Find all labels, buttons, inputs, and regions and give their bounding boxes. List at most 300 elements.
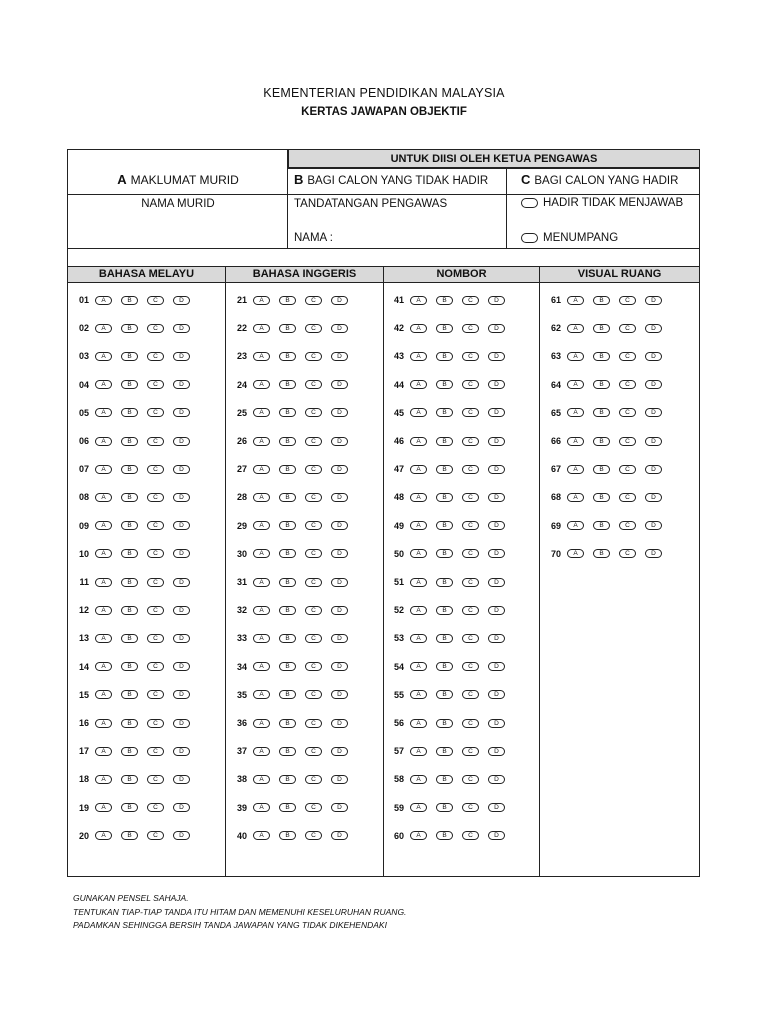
answer-bubble-a[interactable]: A xyxy=(410,634,427,643)
answer-bubble-a[interactable]: A xyxy=(253,549,270,558)
answer-row xyxy=(75,744,199,758)
answer-bubble-c[interactable]: C xyxy=(619,296,636,305)
answer-bubble-c[interactable]: C xyxy=(305,521,322,530)
answer-bubble-c[interactable]: C xyxy=(305,324,322,333)
answer-bubble-d[interactable]: D xyxy=(173,690,190,699)
answer-bubble-d[interactable]: D xyxy=(645,521,662,530)
answer-bubble-a[interactable]: A xyxy=(567,380,584,389)
answer-bubble-a[interactable]: A xyxy=(95,803,112,812)
answer-bubble-b[interactable]: B xyxy=(279,831,296,840)
answer-bubble-d[interactable]: D xyxy=(645,465,662,474)
answer-bubble-a[interactable]: A xyxy=(253,324,270,333)
answer-bubble-b[interactable]: B xyxy=(436,831,453,840)
answer-bubble-d[interactable]: D xyxy=(331,296,348,305)
answer-bubble-a[interactable]: A xyxy=(253,719,270,728)
answer-bubble-c[interactable]: C xyxy=(462,549,479,558)
answer-bubble-c[interactable]: C xyxy=(305,549,322,558)
answer-bubble-a[interactable]: A xyxy=(253,465,270,474)
answer-bubble-b[interactable]: B xyxy=(593,493,610,502)
answer-bubble-c[interactable]: C xyxy=(462,719,479,728)
answer-bubble-c[interactable]: C xyxy=(147,437,164,446)
answer-bubble-c[interactable]: C xyxy=(305,606,322,615)
answer-bubble-b[interactable]: B xyxy=(436,719,453,728)
answer-bubble-c[interactable]: C xyxy=(462,747,479,756)
answer-bubble-a[interactable]: A xyxy=(567,296,584,305)
answer-bubble-b[interactable]: B xyxy=(279,521,296,530)
answer-bubble-c[interactable]: C xyxy=(619,465,636,474)
answer-bubble-d[interactable]: D xyxy=(331,719,348,728)
answer-bubble-d[interactable]: D xyxy=(173,493,190,502)
answer-bubble-c[interactable]: C xyxy=(147,465,164,474)
column-divider xyxy=(225,283,226,877)
answer-bubble-c[interactable]: C xyxy=(147,831,164,840)
answer-bubble-d[interactable]: D xyxy=(488,437,505,446)
answer-bubble-b[interactable]: B xyxy=(593,549,610,558)
answer-bubble-a[interactable]: A xyxy=(95,352,112,361)
answer-bubble-c[interactable]: C xyxy=(305,465,322,474)
answer-bubble-b[interactable]: B xyxy=(436,521,453,530)
answer-bubble-c[interactable]: C xyxy=(462,606,479,615)
answer-bubble-a[interactable]: A xyxy=(253,493,270,502)
answer-bubble-a[interactable]: A xyxy=(410,324,427,333)
answer-bubble-a[interactable]: A xyxy=(95,465,112,474)
answer-bubble-b[interactable]: B xyxy=(121,775,138,784)
answer-bubble-a[interactable]: A xyxy=(95,549,112,558)
answer-bubble-b[interactable]: B xyxy=(121,437,138,446)
option-guest[interactable] xyxy=(521,232,618,244)
answer-bubble-a[interactable]: A xyxy=(410,437,427,446)
answer-bubble-a[interactable]: A xyxy=(410,521,427,530)
answer-bubble-a[interactable]: A xyxy=(253,437,270,446)
answer-bubble-d[interactable]: D xyxy=(331,634,348,643)
answer-bubble-c[interactable]: C xyxy=(147,380,164,389)
answer-bubble-a[interactable]: A xyxy=(410,747,427,756)
option-bubble-icon[interactable] xyxy=(521,198,538,208)
answer-bubble-d[interactable]: D xyxy=(488,831,505,840)
answer-bubble-d[interactable]: D xyxy=(488,606,505,615)
answer-bubble-c[interactable]: C xyxy=(619,493,636,502)
answer-bubble-c[interactable]: C xyxy=(147,747,164,756)
answer-row xyxy=(233,772,357,786)
answer-bubble-b[interactable]: B xyxy=(593,408,610,417)
answer-bubble-a[interactable]: A xyxy=(95,831,112,840)
answer-bubble-a[interactable]: A xyxy=(567,352,584,361)
answer-bubble-b[interactable]: B xyxy=(121,606,138,615)
answer-bubble-a[interactable]: A xyxy=(95,521,112,530)
answer-bubble-a[interactable]: A xyxy=(410,775,427,784)
answer-bubble-b[interactable]: B xyxy=(121,465,138,474)
answer-bubble-d[interactable]: D xyxy=(331,549,348,558)
answer-bubble-d[interactable]: D xyxy=(173,634,190,643)
answer-bubble-b[interactable]: B xyxy=(436,606,453,615)
answer-bubble-b[interactable]: B xyxy=(279,493,296,502)
answer-bubble-c[interactable]: C xyxy=(147,803,164,812)
answer-bubble-d[interactable]: D xyxy=(173,437,190,446)
answer-bubble-b[interactable]: B xyxy=(436,690,453,699)
answer-bubble-c[interactable]: C xyxy=(462,831,479,840)
answer-bubble-a[interactable]: A xyxy=(95,690,112,699)
answer-bubble-d[interactable]: D xyxy=(173,296,190,305)
answer-bubble-c[interactable]: C xyxy=(619,408,636,417)
answer-bubble-b[interactable]: B xyxy=(436,352,453,361)
answer-bubble-c[interactable]: C xyxy=(462,493,479,502)
answer-bubble-d[interactable]: D xyxy=(488,521,505,530)
answer-bubble-d[interactable]: D xyxy=(488,662,505,671)
answer-bubble-b[interactable]: B xyxy=(279,296,296,305)
answer-bubble-a[interactable]: A xyxy=(410,352,427,361)
answer-bubble-c[interactable]: C xyxy=(147,324,164,333)
answer-bubble-a[interactable]: A xyxy=(410,719,427,728)
answer-bubble-b[interactable]: B xyxy=(436,662,453,671)
answer-bubble-c[interactable]: C xyxy=(619,352,636,361)
answer-bubble-c[interactable]: C xyxy=(619,437,636,446)
answer-bubble-c[interactable]: C xyxy=(147,578,164,587)
answer-bubble-d[interactable]: D xyxy=(331,380,348,389)
question-number: 64 xyxy=(550,379,561,390)
answer-bubble-c[interactable]: C xyxy=(305,408,322,417)
answer-bubble-c[interactable]: C xyxy=(147,690,164,699)
answer-bubble-c[interactable]: C xyxy=(462,352,479,361)
answer-bubble-b[interactable]: B xyxy=(279,747,296,756)
answer-bubble-c[interactable]: C xyxy=(462,662,479,671)
answer-bubble-c[interactable]: C xyxy=(305,831,322,840)
answer-bubble-c[interactable]: C xyxy=(147,775,164,784)
answer-bubble-d[interactable]: D xyxy=(173,803,190,812)
answer-bubble-a[interactable]: A xyxy=(410,606,427,615)
answer-bubble-b[interactable]: B xyxy=(279,408,296,417)
answer-bubble-b[interactable]: B xyxy=(593,324,610,333)
answer-bubble-d[interactable]: D xyxy=(331,437,348,446)
answer-bubble-d[interactable]: D xyxy=(173,521,190,530)
answer-bubble-c[interactable]: C xyxy=(305,493,322,502)
answer-bubble-b[interactable]: B xyxy=(279,606,296,615)
answer-bubble-d[interactable]: D xyxy=(173,408,190,417)
answer-bubble-b[interactable]: B xyxy=(436,747,453,756)
answer-bubble-d[interactable]: D xyxy=(488,775,505,784)
answer-row xyxy=(75,349,199,363)
answer-bubble-d[interactable]: D xyxy=(331,690,348,699)
answer-bubble-a[interactable]: A xyxy=(253,662,270,671)
answer-bubble-a[interactable]: A xyxy=(410,493,427,502)
answer-bubble-c[interactable]: C xyxy=(147,606,164,615)
answer-bubble-c[interactable]: C xyxy=(462,521,479,530)
answer-bubble-c[interactable]: C xyxy=(462,578,479,587)
answer-bubble-a[interactable]: A xyxy=(410,380,427,389)
answer-bubble-c[interactable]: C xyxy=(462,775,479,784)
answer-bubble-c[interactable]: C xyxy=(305,690,322,699)
answer-bubble-b[interactable]: B xyxy=(121,831,138,840)
answer-bubble-a[interactable]: A xyxy=(567,549,584,558)
answer-bubble-b[interactable]: B xyxy=(436,437,453,446)
answer-bubble-b[interactable]: B xyxy=(279,634,296,643)
answer-bubble-c[interactable]: C xyxy=(619,521,636,530)
answer-bubble-a[interactable]: A xyxy=(253,296,270,305)
answer-bubble-a[interactable]: A xyxy=(95,606,112,615)
answer-bubble-d[interactable]: D xyxy=(488,352,505,361)
answer-bubble-a[interactable]: A xyxy=(567,324,584,333)
answer-row xyxy=(75,688,199,702)
answer-row xyxy=(233,462,357,476)
answer-bubble-a[interactable]: A xyxy=(95,437,112,446)
answer-bubble-a[interactable]: A xyxy=(253,578,270,587)
answer-bubble-a[interactable]: A xyxy=(253,803,270,812)
answer-bubble-a[interactable]: A xyxy=(410,578,427,587)
answer-bubble-d[interactable]: D xyxy=(173,380,190,389)
answer-bubble-b[interactable]: B xyxy=(436,465,453,474)
answer-bubble-c[interactable]: C xyxy=(147,521,164,530)
answer-bubble-c[interactable]: C xyxy=(619,380,636,389)
answer-bubble-b[interactable]: B xyxy=(436,775,453,784)
answer-bubble-d[interactable]: D xyxy=(645,352,662,361)
answer-bubble-a[interactable]: A xyxy=(410,465,427,474)
answer-bubble-c[interactable]: C xyxy=(462,634,479,643)
answer-bubble-a[interactable]: A xyxy=(567,521,584,530)
answer-bubble-a[interactable]: A xyxy=(253,747,270,756)
answer-bubble-c[interactable]: C xyxy=(305,775,322,784)
answer-bubble-d[interactable]: D xyxy=(645,380,662,389)
answer-bubble-d[interactable]: D xyxy=(173,719,190,728)
option-label: HADIR TIDAK MENJAWAB xyxy=(543,197,684,209)
question-number: 19 xyxy=(78,802,89,813)
answer-bubble-b[interactable]: B xyxy=(436,803,453,812)
answer-bubble-b[interactable]: B xyxy=(279,578,296,587)
answer-bubble-d[interactable]: D xyxy=(488,719,505,728)
answer-bubble-c[interactable]: C xyxy=(147,634,164,643)
answer-bubble-b[interactable]: B xyxy=(279,719,296,728)
answer-bubble-b[interactable]: B xyxy=(436,380,453,389)
answer-bubble-d[interactable]: D xyxy=(331,662,348,671)
answer-bubble-c[interactable]: C xyxy=(462,296,479,305)
answer-bubble-d[interactable]: D xyxy=(331,521,348,530)
question-number: 48 xyxy=(393,492,404,503)
answer-bubble-c[interactable]: C xyxy=(305,634,322,643)
answer-bubble-b[interactable]: B xyxy=(436,549,453,558)
answer-bubble-a[interactable]: A xyxy=(95,775,112,784)
answer-bubble-d[interactable]: D xyxy=(173,747,190,756)
answer-bubble-b[interactable]: B xyxy=(121,747,138,756)
answer-bubble-b[interactable]: B xyxy=(593,437,610,446)
answer-bubble-c[interactable]: C xyxy=(147,493,164,502)
answer-bubble-a[interactable]: A xyxy=(410,662,427,671)
answer-bubble-c[interactable]: C xyxy=(305,747,322,756)
answer-bubble-c[interactable]: C xyxy=(147,352,164,361)
answer-bubble-c[interactable]: C xyxy=(462,380,479,389)
answer-bubble-b[interactable]: B xyxy=(279,352,296,361)
answer-bubble-b[interactable]: B xyxy=(121,803,138,812)
answer-bubble-d[interactable]: D xyxy=(331,775,348,784)
answer-bubble-d[interactable]: D xyxy=(645,437,662,446)
answer-bubble-c[interactable]: C xyxy=(305,719,322,728)
answer-bubble-a[interactable]: A xyxy=(95,408,112,417)
answer-bubble-d[interactable]: D xyxy=(173,775,190,784)
answer-bubble-d[interactable]: D xyxy=(331,465,348,474)
answer-bubble-b[interactable]: B xyxy=(279,380,296,389)
answer-bubble-a[interactable]: A xyxy=(253,690,270,699)
option-present-no-answer[interactable] xyxy=(521,197,683,209)
answer-bubble-b[interactable]: B xyxy=(436,296,453,305)
answer-bubble-d[interactable]: D xyxy=(173,662,190,671)
answer-bubble-c[interactable]: C xyxy=(462,803,479,812)
answer-bubble-b[interactable]: B xyxy=(593,380,610,389)
answer-bubble-b[interactable]: B xyxy=(279,465,296,474)
answer-bubble-d[interactable]: D xyxy=(488,578,505,587)
answer-bubble-a[interactable]: A xyxy=(253,380,270,389)
answer-bubble-d[interactable]: D xyxy=(645,408,662,417)
answer-bubble-d[interactable]: D xyxy=(488,549,505,558)
answer-bubble-d[interactable]: D xyxy=(645,493,662,502)
answer-bubble-d[interactable]: D xyxy=(173,606,190,615)
answer-bubble-b[interactable]: B xyxy=(121,521,138,530)
answer-bubble-a[interactable]: A xyxy=(95,324,112,333)
answer-bubble-d[interactable]: D xyxy=(331,578,348,587)
answer-bubble-a[interactable]: A xyxy=(410,831,427,840)
answer-bubble-b[interactable]: B xyxy=(279,437,296,446)
answer-bubble-a[interactable]: A xyxy=(95,578,112,587)
answer-bubble-d[interactable]: D xyxy=(645,549,662,558)
answer-bubble-a[interactable]: A xyxy=(567,437,584,446)
answer-bubble-d[interactable]: D xyxy=(488,803,505,812)
answer-bubble-b[interactable]: B xyxy=(593,352,610,361)
answer-bubble-d[interactable]: D xyxy=(488,493,505,502)
answer-bubble-d[interactable]: D xyxy=(645,324,662,333)
answer-bubble-d[interactable]: D xyxy=(488,690,505,699)
answer-bubble-c[interactable]: C xyxy=(462,690,479,699)
student-name-field[interactable]: NAMA MURID xyxy=(141,198,215,210)
supervisor-signature-field[interactable]: TANDATANGAN PENGAWAS xyxy=(294,198,448,210)
answer-bubble-b[interactable]: B xyxy=(121,352,138,361)
answer-bubble-b[interactable]: B xyxy=(121,719,138,728)
answer-bubble-c[interactable]: C xyxy=(147,662,164,671)
answer-bubble-b[interactable]: B xyxy=(279,775,296,784)
answer-bubble-a[interactable]: A xyxy=(567,408,584,417)
answer-bubble-d[interactable]: D xyxy=(173,465,190,474)
answer-bubble-d[interactable]: D xyxy=(488,408,505,417)
answer-bubble-b[interactable]: B xyxy=(593,521,610,530)
answer-bubble-b[interactable]: B xyxy=(121,690,138,699)
answer-bubble-a[interactable]: A xyxy=(253,352,270,361)
answer-bubble-c[interactable]: C xyxy=(305,296,322,305)
answer-bubble-a[interactable]: A xyxy=(253,634,270,643)
answer-bubble-a[interactable]: A xyxy=(567,493,584,502)
answer-bubble-b[interactable]: B xyxy=(436,324,453,333)
answer-bubble-a[interactable]: A xyxy=(95,380,112,389)
answer-bubble-d[interactable]: D xyxy=(488,380,505,389)
answer-bubble-b[interactable]: B xyxy=(121,324,138,333)
answer-bubble-d[interactable]: D xyxy=(173,352,190,361)
answer-bubble-c[interactable]: C xyxy=(619,549,636,558)
answer-bubble-c[interactable]: C xyxy=(462,437,479,446)
answer-bubble-c[interactable]: C xyxy=(147,719,164,728)
answer-bubble-c[interactable]: C xyxy=(462,324,479,333)
answer-bubble-a[interactable]: A xyxy=(95,747,112,756)
answer-bubble-d[interactable]: D xyxy=(488,747,505,756)
answer-bubble-d[interactable]: D xyxy=(488,324,505,333)
answer-bubble-b[interactable]: B xyxy=(121,634,138,643)
answer-bubble-b[interactable]: B xyxy=(593,465,610,474)
answer-bubble-c[interactable]: C xyxy=(305,803,322,812)
answer-bubble-d[interactable]: D xyxy=(173,549,190,558)
answer-bubble-d[interactable]: D xyxy=(331,408,348,417)
answer-bubble-b[interactable]: B xyxy=(279,324,296,333)
answer-bubble-c[interactable]: C xyxy=(462,465,479,474)
answer-bubble-d[interactable]: D xyxy=(645,296,662,305)
answer-bubble-c[interactable]: C xyxy=(305,352,322,361)
answer-bubble-a[interactable]: A xyxy=(410,408,427,417)
option-bubble-icon[interactable] xyxy=(521,233,538,243)
supervisor-name-field[interactable]: NAMA : xyxy=(294,232,333,244)
answer-bubble-a[interactable]: A xyxy=(410,690,427,699)
answer-bubble-b[interactable]: B xyxy=(121,380,138,389)
answer-bubble-c[interactable]: C xyxy=(462,408,479,417)
answer-bubble-a[interactable]: A xyxy=(253,408,270,417)
answer-bubble-b[interactable]: B xyxy=(279,549,296,558)
answer-bubble-d[interactable]: D xyxy=(331,324,348,333)
answer-bubble-d[interactable]: D xyxy=(331,606,348,615)
answer-bubble-a[interactable]: A xyxy=(95,634,112,643)
answer-bubble-d[interactable]: D xyxy=(173,831,190,840)
answer-bubble-c[interactable]: C xyxy=(147,549,164,558)
answer-bubble-c[interactable]: C xyxy=(305,662,322,671)
answer-bubble-a[interactable]: A xyxy=(253,606,270,615)
answer-bubble-c[interactable]: C xyxy=(305,380,322,389)
answer-bubble-b[interactable]: B xyxy=(593,296,610,305)
answer-bubble-d[interactable]: D xyxy=(173,578,190,587)
answer-bubble-c[interactable]: C xyxy=(619,324,636,333)
answer-bubble-b[interactable]: B xyxy=(436,493,453,502)
answer-bubble-a[interactable]: A xyxy=(410,803,427,812)
answer-bubble-b[interactable]: B xyxy=(436,634,453,643)
answer-bubble-d[interactable]: D xyxy=(331,493,348,502)
answer-bubble-d[interactable]: D xyxy=(488,465,505,474)
answer-bubble-c[interactable]: C xyxy=(147,296,164,305)
answer-bubble-b[interactable]: B xyxy=(121,296,138,305)
answer-bubble-d[interactable]: D xyxy=(488,296,505,305)
answer-bubble-a[interactable]: A xyxy=(253,521,270,530)
answer-bubble-a[interactable]: A xyxy=(95,493,112,502)
answer-bubble-c[interactable]: C xyxy=(305,437,322,446)
answer-bubble-a[interactable]: A xyxy=(253,831,270,840)
answer-bubble-d[interactable]: D xyxy=(331,352,348,361)
answer-bubble-b[interactable]: B xyxy=(121,578,138,587)
answer-bubble-a[interactable]: A xyxy=(253,775,270,784)
answer-bubble-a[interactable]: A xyxy=(567,465,584,474)
answer-bubble-c[interactable]: C xyxy=(147,408,164,417)
answer-bubble-b[interactable]: B xyxy=(121,493,138,502)
answer-bubble-a[interactable]: A xyxy=(95,662,112,671)
answer-bubble-b[interactable]: B xyxy=(121,662,138,671)
answer-row xyxy=(233,716,357,730)
answer-bubble-b[interactable]: B xyxy=(436,578,453,587)
answer-row xyxy=(75,575,199,589)
answer-bubble-a[interactable]: A xyxy=(95,296,112,305)
answer-bubble-d[interactable]: D xyxy=(488,634,505,643)
answer-bubble-b[interactable]: B xyxy=(121,549,138,558)
answer-bubble-b[interactable]: B xyxy=(121,408,138,417)
answer-bubble-d[interactable]: D xyxy=(173,324,190,333)
answer-bubble-d[interactable]: D xyxy=(331,747,348,756)
answer-bubble-d[interactable]: D xyxy=(331,831,348,840)
answer-bubble-d[interactable]: D xyxy=(331,803,348,812)
answer-bubble-b[interactable]: B xyxy=(279,690,296,699)
answer-bubble-a[interactable]: A xyxy=(410,296,427,305)
answer-bubble-b[interactable]: B xyxy=(436,408,453,417)
answer-bubble-b[interactable]: B xyxy=(279,803,296,812)
answer-row xyxy=(75,829,199,843)
answer-bubble-c[interactable]: C xyxy=(305,578,322,587)
answer-bubble-a[interactable]: A xyxy=(95,719,112,728)
answer-bubble-b[interactable]: B xyxy=(279,662,296,671)
answer-bubble-a[interactable]: A xyxy=(410,549,427,558)
